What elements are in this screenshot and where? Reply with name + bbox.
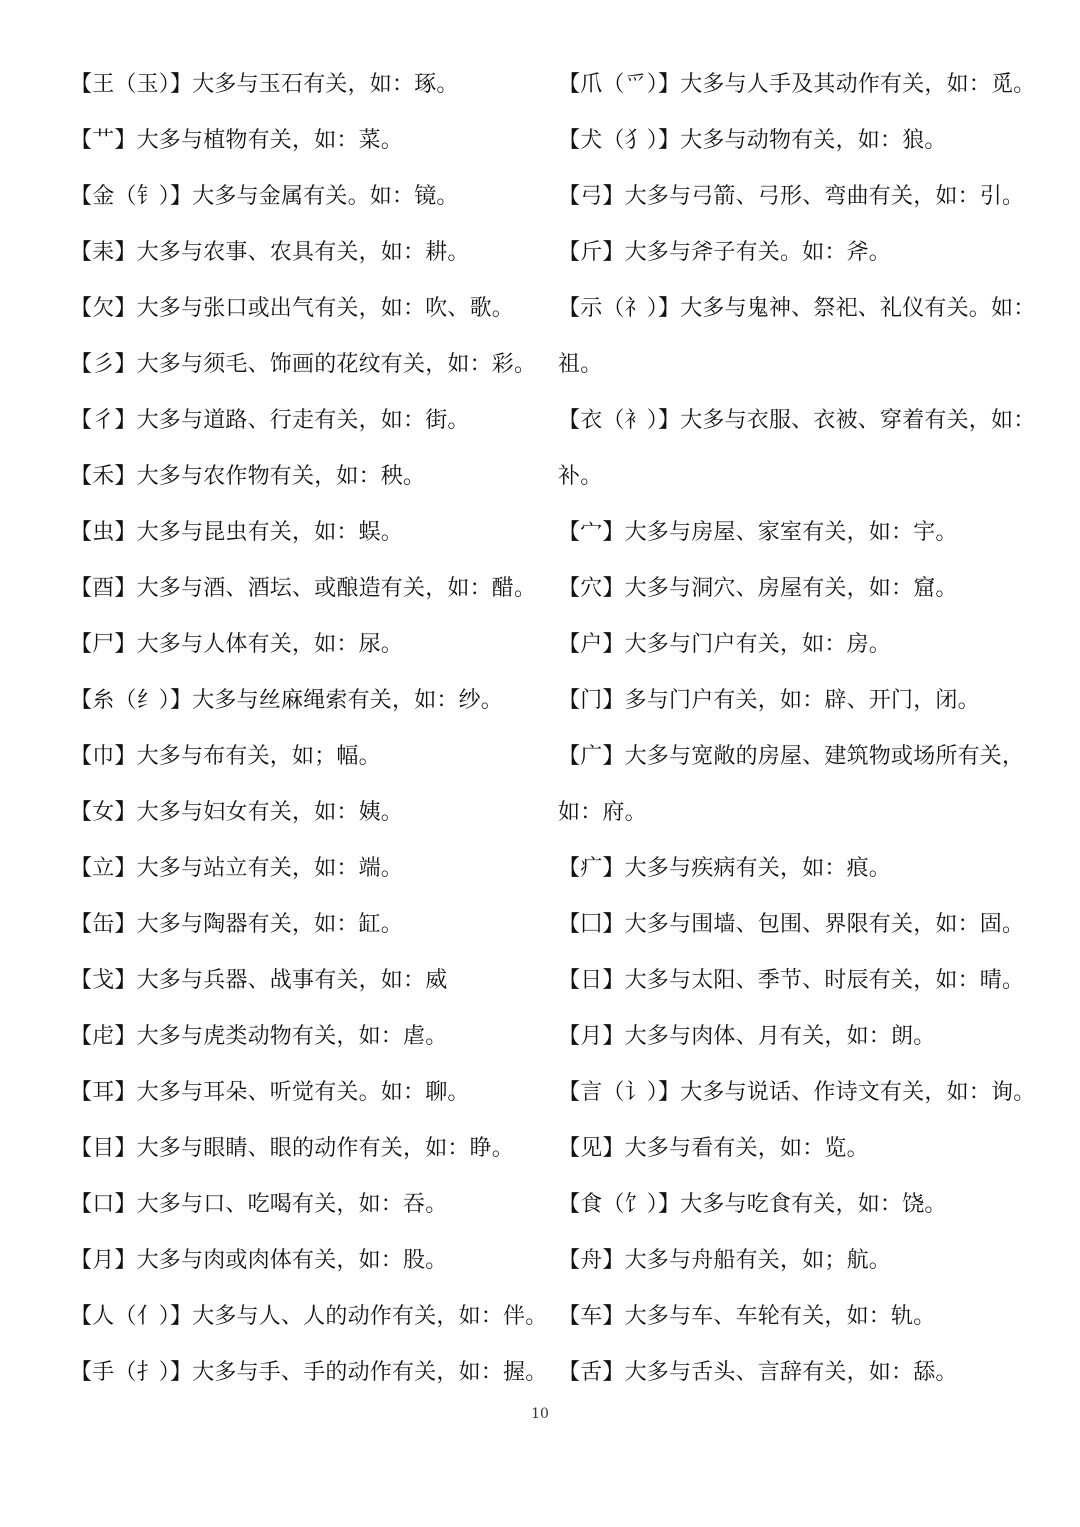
- radical-entry: 【艹】大多与植物有关，如：菜。: [70, 128, 404, 153]
- radical-entry: 【月】大多与肉或肉体有关，如：股。: [70, 1248, 448, 1273]
- radical-entry: 【户】大多与门户有关，如：房。: [558, 632, 892, 657]
- radical-entry: 【衣（衤）】大多与衣服、衣被、穿着有关，如：: [558, 408, 1036, 433]
- radical-entry: 【言（讠）】大多与说话、作诗文有关，如：询。: [558, 1080, 1036, 1105]
- radical-entry: 【缶】大多与陶器有关，如：缸。: [70, 912, 404, 937]
- radical-entry: 【月】大多与肉体、月有关，如：朗。: [558, 1024, 936, 1049]
- radical-entry: 【巾】大多与布有关，如；幅。: [70, 744, 381, 769]
- page-number: 10: [531, 1406, 549, 1422]
- radical-entry: 【酉】大多与酒、酒坛、或酿造有关，如：醋。: [70, 576, 537, 601]
- radical-entry: 【戈】大多与兵器、战事有关，如：威: [70, 968, 448, 993]
- radical-entry: 【舌】大多与舌头、言辞有关，如：舔。: [558, 1360, 958, 1385]
- radical-entry: 【女】大多与妇女有关，如：姨。: [70, 800, 404, 825]
- radical-entry: 【目】大多与眼睛、眼的动作有关，如：睁。: [70, 1136, 515, 1161]
- radical-entry: 【门】多与门户有关，如：辟、开门，闭。: [558, 688, 980, 713]
- radical-entry: 【彳】大多与道路、行走有关，如：街。: [70, 408, 470, 433]
- radical-entry: 【彡】大多与须毛、饰画的花纹有关，如：彩。: [70, 352, 537, 377]
- radical-entry: 【尸】大多与人体有关，如：尿。: [70, 632, 404, 657]
- radical-entry: 【耒】大多与农事、农具有关，如：耕。: [70, 240, 470, 265]
- radical-entry: 【斤】大多与斧子有关。如：斧。: [558, 240, 892, 265]
- radical-entry: 【囗】大多与围墙、包围、界限有关，如：固。: [558, 912, 1025, 937]
- left-column: [70, 57, 548, 1401]
- radical-entry-continuation: 祖。: [558, 352, 603, 377]
- radical-entry: 【疒】大多与疾病有关，如：痕。: [558, 856, 892, 881]
- radical-entry: 【王（玉）】大多与玉石有关，如：琢。: [70, 72, 459, 97]
- radical-entry: 【禾】大多与农作物有关，如：秧。: [70, 464, 426, 489]
- radical-entry: 【宀】大多与房屋、家室有关，如：宇。: [558, 520, 958, 545]
- radical-entry: 【立】大多与站立有关，如：端。: [70, 856, 404, 881]
- radical-entry: 【人（亻）】大多与人、人的动作有关，如：伴。: [70, 1304, 548, 1329]
- radical-entry: 【虍】大多与虎类动物有关，如：虐。: [70, 1024, 448, 1049]
- radical-entry-continuation: 如：府。: [558, 800, 647, 825]
- radical-entry: 【糸（纟）】大多与丝麻绳索有关，如：纱。: [70, 688, 504, 713]
- radical-entry: 【爪（爫）】大多与人手及其动作有关，如：觅。: [558, 72, 1036, 97]
- radical-entry: 【虫】大多与昆虫有关，如：蜈。: [70, 520, 404, 545]
- radical-entry: 【见】大多与看有关，如：览。: [558, 1136, 869, 1161]
- radical-entry: 【弓】大多与弓箭、弓形、弯曲有关，如：引。: [558, 184, 1025, 209]
- radical-entry: 【手（扌）】大多与手、手的动作有关，如：握。: [70, 1360, 548, 1385]
- radical-entry: 【食（饣）】大多与吃食有关，如：饶。: [558, 1192, 947, 1217]
- radical-entry: 【日】大多与太阳、季节、时辰有关，如：晴。: [558, 968, 1025, 993]
- right-column: [558, 57, 1036, 1401]
- radical-entry: 【犬（犭）】大多与动物有关，如：狼。: [558, 128, 947, 153]
- radical-entry: 【口】大多与口、吃喝有关，如：吞。: [70, 1192, 448, 1217]
- radical-entry: 【金（钅）】大多与金属有关。如：镜。: [70, 184, 459, 209]
- radical-entry-continuation: 补。: [558, 464, 603, 489]
- radical-entry: 【穴】大多与洞穴、房屋有关，如：窟。: [558, 576, 958, 601]
- radical-entry: 【车】大多与车、车轮有关，如：轨。: [558, 1304, 936, 1329]
- radical-entry: 【耳】大多与耳朵、听觉有关。如：聊。: [70, 1080, 470, 1105]
- radical-entry: 【示（礻）】大多与鬼神、祭祀、礼仪有关。如：: [558, 296, 1036, 321]
- radical-entry: 【广】大多与宽敞的房屋、建筑物或场所有关，: [558, 744, 1025, 769]
- radical-entry: 【欠】大多与张口或出气有关，如：吹、歌。: [70, 296, 515, 321]
- radical-entry: 【舟】大多与舟船有关，如；航。: [558, 1248, 892, 1273]
